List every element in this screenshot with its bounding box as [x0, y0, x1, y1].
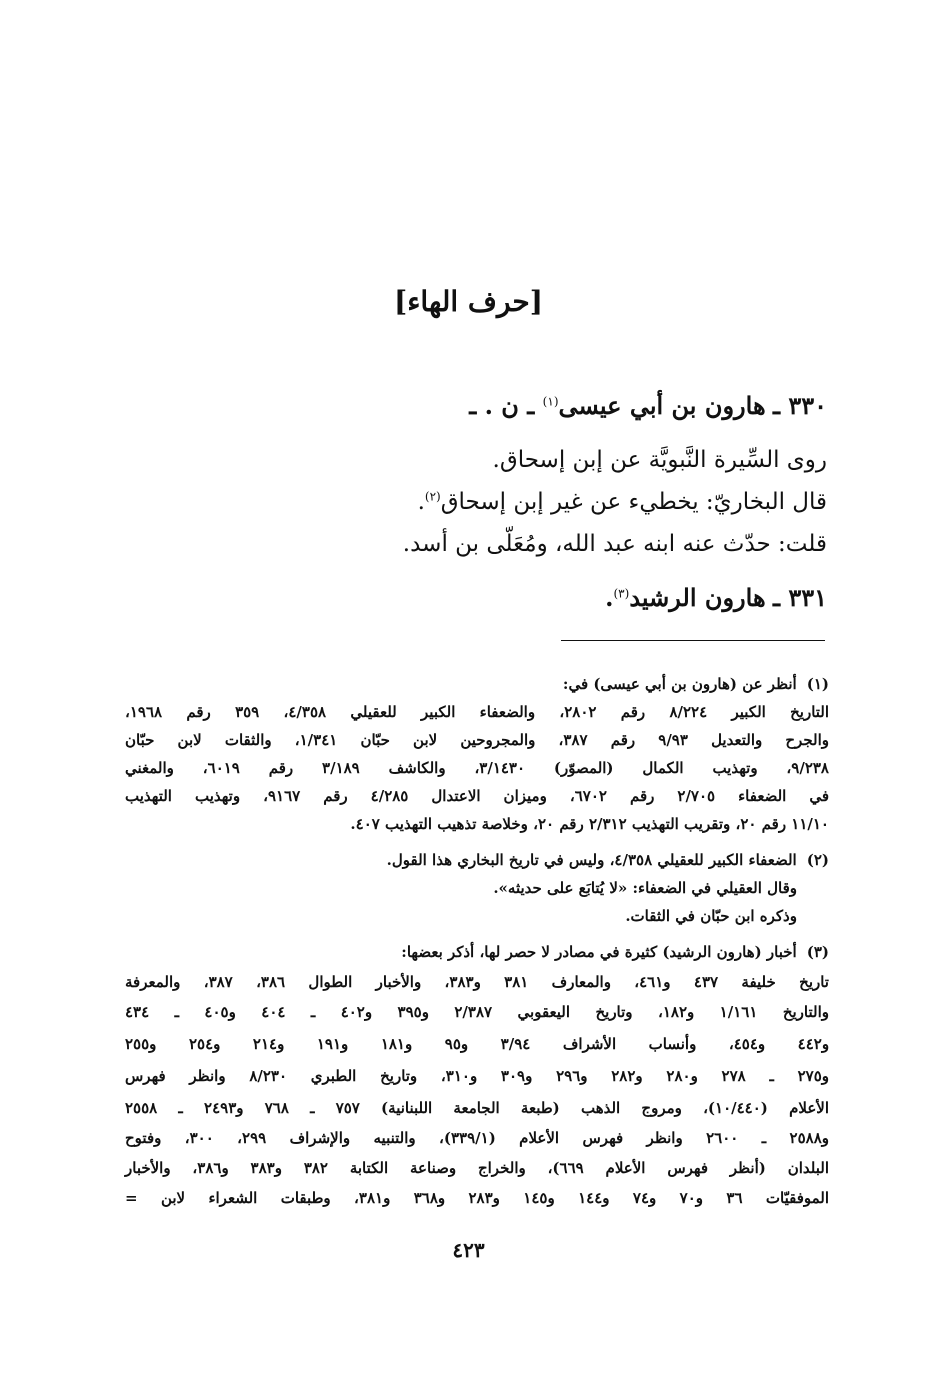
footnote-marker: (٣): [806, 943, 829, 961]
chapter-heading: [حرف الهاء]: [394, 285, 543, 318]
footnote-1-line-4: ٩/٢٣٨، وتهذيب الكمال (المصوّر) ٣/١٤٣٠، والكاشف ٣/١٨٩ رقم ٦٠١٩، والمغني: [125, 759, 829, 777]
body-text: قال البخاريّ: يخطيء عن غير إبن إسحاق: [440, 489, 827, 515]
entry-331-heading: [110, 578, 827, 619]
footnote-2-line-3: وذكره ابن حبّان في الثقات.: [625, 907, 797, 925]
footnote-text: أخبار (هارون الرشيد) كثيرة في مصادر لا حصر لها، أذكر بعضها:: [401, 943, 797, 961]
footnote-3-line-6: الأعلام (١٠/٤٤٠)، ومروج الذهب (طبعة الجامعة اللبنانية) ٧٥٧ ـ ٧٦٨ و٢٤٩٣ ـ ٢٥٥٨: [125, 1099, 830, 1117]
footnote-3-line-7: و٢٥٨٨ ـ ٢٦٠٠ وانظر فهرس الأعلام (٣٣٩/١)، والتنبيه والإشراف ٢٩٩، ٣٠٠، وفتوح: [125, 1129, 830, 1147]
footnote-3-line-4: و٤٤٢ و٤٥٤، وأنساب الأشراف ٣/٩٤ و٩٥ و١٨١ و١٩١ و٢١٤ و٢٥٤ و٢٥٥: [125, 1035, 830, 1053]
entry-330-line-3: [110, 524, 827, 564]
footnote-text: أنظر عن (هارون بن أبي عيسى) في:: [562, 675, 797, 693]
footnote-1-line-6: ١١/١٠ رقم ٢٠، وتقريب التهذيب ٢/٣١٢ رقم ٢٠، وخلاصة تذهيب التهذيب ٤٠٧.: [350, 815, 829, 833]
entry-330-heading: [110, 386, 827, 427]
entry-330-line-2: [110, 482, 827, 522]
footnote-ref-3: (٣): [613, 586, 630, 601]
entry-330-line-1: [110, 440, 827, 480]
footnote-ref-2: (٢): [424, 489, 441, 504]
entry-number: ٣٣١ ـ: [772, 583, 827, 612]
entry-suffix: .: [605, 583, 614, 612]
entry-title: هارون الرشيد: [629, 583, 766, 612]
footnote-3-line-8: البلدان (أنظر فهرس الأعلام ٦٦٩)، والخراج وصناعة الكتابة ٣٨٢ و٣٨٣ و٣٨٦، والأخبار: [125, 1159, 829, 1177]
footnote-3-line-3: والتاريخ ١/١٦١ و١٨٢، وتاريخ اليعقوبي ٢/٣٨٧ و٣٩٥ و٤٠٢ ـ ٤٠٤ و٤٠٥ ـ ٤٣٤: [125, 1003, 829, 1021]
footnote-3-line-9: الموفقيّات ٣٦ و٧٠ و٧٤ و١٤٤ و١٤٥ و٢٨٣ و٣٦٨ و٣٨١، وطبقات الشعراء لابن =: [125, 1189, 830, 1207]
footnote-3-line-1: [125, 938, 829, 966]
entry-suffix: ـ ن . ـ: [469, 391, 543, 420]
footnote-3-line-2: تاريخ خليفة ٤٣٧ و٤٦١، والمعارف ٣٨١ و٣٨٣، والأخبار الطوال ٣٨٦، ٣٨٧، والمعرفة: [125, 973, 829, 991]
entry-title: هارون بن أبي عيسى: [558, 391, 766, 420]
footnote-text: الضعفاء الكبير للعقيلي ٤/٣٥٨، وليس في تاريخ البخاري هذا القول.: [386, 851, 797, 869]
footnote-2-line-1: [125, 846, 829, 874]
footnote-separator: [561, 640, 825, 641]
entry-number: ٣٣٠ ـ: [772, 391, 827, 420]
footnote-1-line-2: التاريخ الكبير ٨/٢٢٤ رقم ٢٨٠٢، والضعفاء الكبير للعقيلي ٤/٣٥٨، ٣٥٩ رقم ١٩٦٨،: [125, 703, 830, 721]
footnote-1-line-5: في الضعفاء ٢/٧٠٥ رقم ٦٧٠٢، وميزان الاعتدال ٤/٢٨٥ رقم ٩١٦٧، وتهذيب التهذيب: [125, 787, 830, 805]
body-text-tail: .: [417, 489, 425, 515]
footnote-marker: (١): [806, 675, 829, 693]
body-text: روى السِّيرة النَّبويَّة عن إبن إسحاق.: [492, 447, 827, 473]
page-number: ٤٢٣: [452, 1238, 485, 1262]
footnote-1-line-1: [125, 670, 829, 698]
footnote-marker: (٢): [806, 851, 829, 869]
footnote-1-line-3: والجرح والتعديل ٩/٩٣ رقم ٣٨٧، والمجروحين لابن حبّان ١/٣٤١، والثقات لابن حبّان: [125, 731, 829, 749]
footnote-2-line-2: وقال العقيلي في الضعفاء: «لا يُتابَع على حديثه».: [493, 879, 797, 897]
body-text: قلت: حدّث عنه ابنه عبد الله، ومُعَلّى بن أسد.: [402, 531, 827, 557]
footnote-ref-1: (١): [542, 394, 559, 409]
footnote-3-line-5: و٢٧٥ ـ ٢٧٨ و٢٨٠ و٢٨٢ و٢٩٦ و٣٠٩ و٣١٠، وتاريخ الطبري ٨/٢٣٠ وانظر فهرس: [125, 1067, 830, 1085]
